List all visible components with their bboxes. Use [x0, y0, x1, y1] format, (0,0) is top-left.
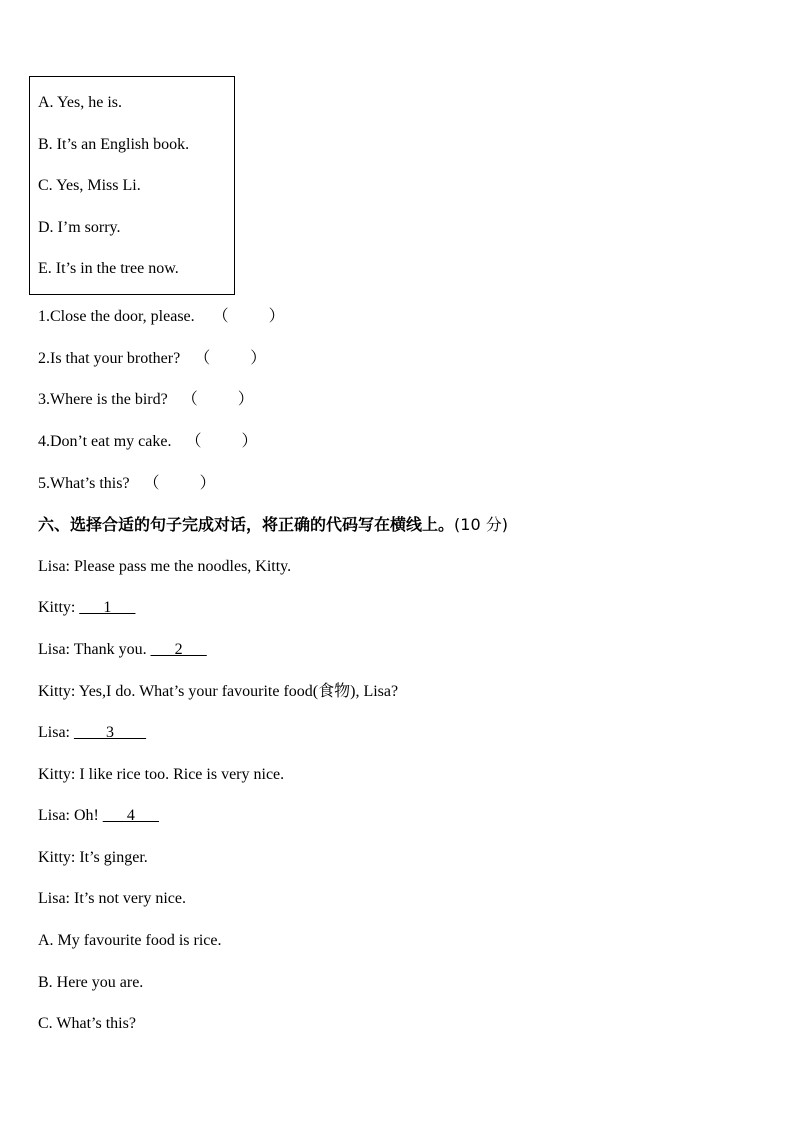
dialogue-line-9: Lisa: It’s not very nice. — [38, 890, 186, 907]
answer-blank-4: ___4___ — [102, 807, 159, 824]
answer-paren-open: （ — [185, 433, 202, 450]
match-question-3: 3.Where is the bird? （ ） — [38, 391, 254, 408]
section-six-points: (10 分) — [454, 515, 508, 534]
answer-paren-close: ） — [241, 433, 258, 450]
dialogue-line-1: Lisa: Please pass me the noodles, Kitty. — [38, 558, 292, 575]
answer-blank-3: ____3____ — [74, 724, 146, 741]
answer-paren-open: （ — [212, 308, 229, 325]
answer-paren-close: ） — [199, 475, 216, 492]
option-a: A. Yes, he is. — [38, 94, 123, 111]
dialogue-line-2: Kitty: ___1___ — [38, 599, 136, 616]
option-c: C. Yes, Miss Li. — [38, 177, 141, 194]
answer-option-c: C. What’s this? — [38, 1015, 136, 1032]
match-question-5: 5.What’s this? （ ） — [38, 475, 216, 492]
dialogue-line-5: Lisa: ____3____ — [38, 724, 146, 741]
answer-paren-close: ） — [268, 308, 285, 325]
answer-option-b: B. Here you are. — [38, 974, 144, 991]
answer-paren-open: （ — [194, 350, 211, 367]
section-six-heading: 六、选择合适的句子完成对话，将正确的代码写在横线上。(10 分) — [38, 515, 508, 534]
option-d: D. I’m sorry. — [38, 219, 121, 236]
match-question-4: 4.Don’t eat my cake. （ ） — [38, 433, 258, 450]
dialogue-line-3: Lisa: Thank you. ___2___ — [38, 641, 207, 658]
match-question-2: 2.Is that your brother? （ ） — [38, 350, 267, 367]
answer-paren-close: ） — [250, 350, 267, 367]
answer-option-a: A. My favourite food is rice. — [38, 932, 222, 949]
answer-blank-2: ___2___ — [150, 641, 207, 658]
answer-blank-1: ___1___ — [79, 599, 136, 616]
dialogue-line-8: Kitty: It’s ginger. — [38, 849, 148, 866]
answer-paren-open: （ — [143, 475, 160, 492]
option-e: E. It’s in the tree now. — [38, 260, 179, 277]
option-b: B. It’s an English book. — [38, 136, 190, 153]
answer-paren-open: （ — [181, 391, 198, 408]
dialogue-line-7: Lisa: Oh! ___4___ — [38, 807, 159, 824]
answer-paren-close: ） — [237, 391, 254, 408]
dialogue-line-6: Kitty: I like rice too. Rice is very nice. — [38, 766, 285, 783]
match-question-1: 1.Close the door, please. （ ） — [38, 308, 285, 325]
dialogue-line-4: Kitty: Yes,I do. What’s your favourite food(食物), Lisa? — [38, 683, 399, 700]
